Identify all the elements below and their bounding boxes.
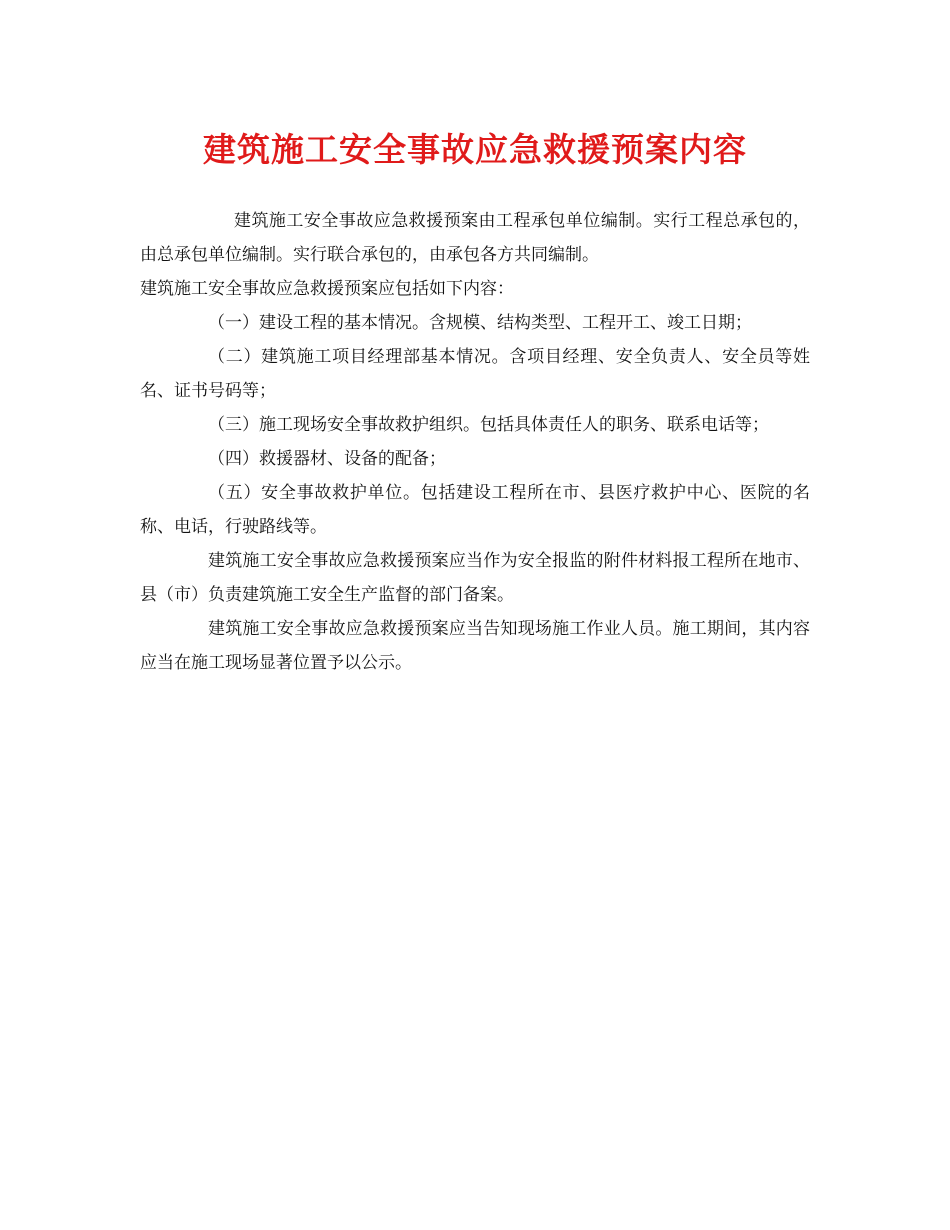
paragraph-contents-intro: 建筑施工安全事故应急救援预案应包括如下内容：: [140, 279, 514, 299]
document-title: 建筑施工安全事故应急救援预案内容: [203, 130, 747, 169]
paragraph-publicity: 建筑施工安全事故应急救援预案应当告知现场施工作业人员。施工期间，其内容应当在施工现场显著位置予以公示。: [140, 619, 810, 673]
paragraph-filing: 建筑施工安全事故应急救援预案应当作为安全报监的附件材料报工程所在地市、县（市）负责建筑施工安全生产监督的部门备案。: [140, 551, 810, 605]
list-item-rescue-equipment: （四）救援器材、设备的配备；: [208, 449, 446, 469]
list-item-project-department: （二）建筑施工项目经理部基本情况。含项目经理、安全负责人、安全员等姓名、证书号码等；: [140, 347, 810, 401]
list-item-rescue-organization: （三）施工现场安全事故救护组织。包括具体责任人的职务、联系电话等；: [208, 415, 769, 435]
paragraph-preparation: 建筑施工安全事故应急救援预案由工程承包单位编制。实行工程总承包的，由总承包单位编制。实行联合承包的，由承包各方共同编制。: [140, 211, 810, 265]
list-item-project-info: （一）建设工程的基本情况。含规模、结构类型、工程开工、竣工日期；: [208, 313, 752, 333]
list-item-rescue-unit: （五）安全事故救护单位。包括建设工程所在市、县医疗救护中心、医院的名称、电话，行驶路线等。: [140, 483, 810, 537]
document-body: [140, 204, 810, 680]
